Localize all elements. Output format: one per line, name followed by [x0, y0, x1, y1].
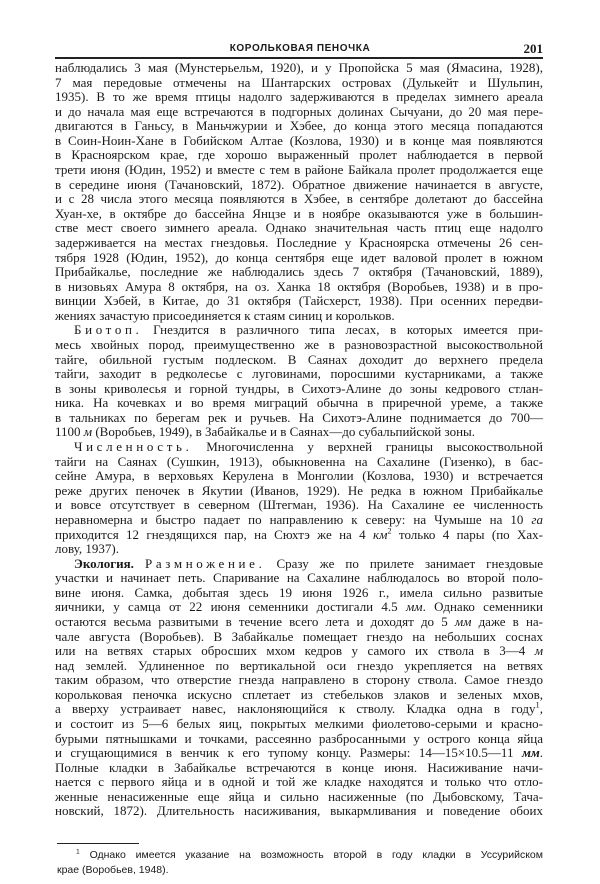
text-run: наблюдались 3 мая (Мунстерьельм, 1920), и у Пропойска 5 мая (Ямасина, 1928), — [55, 60, 543, 75]
text-run: новский, 1872). Длительность насиживания, выкармливания и поведение обоих — [55, 803, 543, 819]
superscript: 2 — [387, 525, 392, 536]
text-line — [55, 221, 543, 236]
text-run: , — [539, 701, 543, 717]
text-line — [55, 644, 543, 659]
text-run: и с 28 числа этого месяца появляются в Хэбее, в сентябре долетают до бассейна — [55, 191, 543, 207]
text-line — [55, 775, 543, 790]
header-rule — [55, 57, 543, 59]
text-line — [55, 338, 543, 353]
text-run: 1100 — [55, 424, 84, 440]
text-run: мм — [521, 745, 540, 761]
text-line — [55, 469, 543, 484]
text-run: Многочисленна у верхней границы высокоствольной — [192, 439, 543, 455]
text-run: неравномерна и быстро падает по направлению к северу: на Чумыше на 10 — [55, 511, 532, 527]
text-run: корольковая пеночка искусно сплетает из стебельков злаков и зеленых мхов, — [55, 686, 543, 702]
section-heading: Численность. — [74, 439, 193, 455]
text-run: жениях зачастую присоединяется к стаям синиц и корольков. — [55, 307, 395, 323]
text-line — [55, 630, 543, 645]
text-run: реже других пеночек в Якутии (Иванов, 1929). Не редка в южном Прибайкалье — [55, 482, 543, 498]
text-run: трети июня (Юдин, 1952) и вместе с тем в районе Байкала пролет продолжается еще — [55, 162, 543, 178]
footnote-text: Однако имеется указание на возможность второй в году кладки в Уссурийском — [79, 849, 543, 861]
text-run: га — [531, 511, 543, 527]
text-run: 1935). В то же время птицы надолго задерживаются в пределах зимнего ареала — [55, 89, 543, 105]
text-run: остаются весьма развитыми в течение всего лета и доходят до 5 — [55, 613, 455, 629]
paragraph-first-line — [55, 557, 543, 572]
text-line — [55, 353, 543, 368]
text-line — [55, 309, 543, 324]
text-run: Хуан-хе, в октябре до бассейна Янцзе и в ноябре оказываются уже в большин- — [55, 205, 543, 221]
text-line — [55, 732, 543, 747]
text-line — [55, 280, 543, 295]
text-run: участки и начинает петь. Спаривание на Сахалине наблюдалось во второй поло- — [55, 570, 543, 586]
text-run: Сразу же по прилете занимает гнездовые — [265, 555, 543, 571]
text-line — [55, 367, 543, 382]
text-line — [55, 105, 543, 120]
footnote-line: крае (Воробьев, 1948). — [57, 863, 169, 876]
section-heading: Экология. — [74, 555, 134, 571]
text-run: чале августа (Воробьев). В Забайкалье помещает гнездо на небольших соснах — [55, 628, 543, 644]
text-line — [55, 702, 543, 717]
text-run: над землей. Удлиненное по вертикальной оси гнездо укрепляется на ветвях — [55, 657, 543, 673]
text-line — [55, 761, 543, 776]
text-run: стве мест своего зимнего ареала. Однако значительная часть птиц еще надолго — [55, 220, 543, 236]
text-run: (Воробьев, 1949), в Забайкалье и в Саянах—до субальпийской зоны. — [92, 424, 476, 440]
text-line — [55, 571, 543, 586]
text-run: м — [83, 424, 93, 440]
text-run: двигаются в Ганьсу, в Маньчжурии и Хэбее, до конца этого месяца попадаются — [55, 118, 543, 134]
text-run: тября 1928 (Юдин, 1952), до конца сентября еще идет валовой пролет в южном — [55, 249, 543, 265]
text-line — [55, 615, 543, 630]
text-run: тайги на Саянах (Сушкин, 1913), обыкновенна на Сахалине (Гизенко), в бас- — [55, 453, 543, 469]
section-heading: Биотоп. — [74, 322, 143, 338]
text-line — [55, 192, 543, 207]
text-line — [55, 207, 543, 222]
text-run: м — [534, 643, 543, 659]
text-run: нается с первого яйца и в одной и той же кладке находятся и только что отло- — [55, 774, 543, 790]
text-run: бурыми пятнышками и точками, рассеянно разбросанными у острого конца яйца — [55, 730, 543, 746]
text-run: даже в на- — [471, 613, 543, 629]
running-header-title: КОРОЛЬКОВАЯ ПЕНОЧКА — [229, 43, 371, 54]
text-line — [55, 790, 543, 805]
text-run: ника. На кочевках и во время миграций обычна в приречной уреме, а также — [55, 395, 543, 411]
text-run: в низовьях Амура 8 октября, на оз. Ханка 18 октября (Воробьев, 1938) и в про- — [55, 278, 543, 294]
text-run: а вверху устраивает навес, наклоняющийся к стволу. Кладка одна в году — [55, 701, 536, 717]
text-line — [55, 148, 543, 163]
text-line — [55, 382, 543, 397]
text-run: только 4 пары (по Хах- — [391, 526, 543, 542]
text-run: или на ветвях старых обросших мхом кедров у самого их ствола в 3—4 — [55, 643, 535, 659]
paragraph-first-line — [55, 440, 543, 455]
text-run: тайге, обильной густым подлеском. В Саянах доходит до верхнего предела — [55, 351, 543, 367]
text-run: месь хвойных пород, преимущественно же в разновозрастной высокоствольной — [55, 336, 543, 352]
text-line — [55, 804, 543, 819]
text-run: в середине июня (Тачановский, 1872). Обратное движение начинается в августе, — [55, 176, 543, 192]
text-run: тайги, заходит в редколесье с луговинами, поросшими кустарниками, а также — [55, 366, 543, 382]
text-run: в Красноярском крае, где хорошо выраженный пролет наблюдается в первой — [55, 147, 543, 163]
section-heading: Размножение. — [144, 555, 266, 571]
text-run: и сгущающимися в венчик к его тупому концу. Размеры: 14—15×10.5—11 — [55, 745, 522, 761]
text-run: Гнездится в различного типа лесах, в которых имеется при- — [142, 322, 543, 338]
text-line — [55, 236, 543, 251]
text-line — [55, 586, 543, 601]
text-line — [55, 498, 543, 513]
body-text — [55, 61, 543, 819]
text-run: и состоит из 5—6 белых яиц, покрытых мелкими фиолетово-серыми и красно- — [55, 716, 543, 732]
text-run: женные ненасиженные еще яйца и сильно насиженные (по Дыбовскому, Тача- — [55, 788, 543, 804]
superscript: 1 — [535, 700, 540, 711]
text-line — [55, 294, 543, 309]
text-line — [55, 425, 543, 440]
text-line — [55, 90, 543, 105]
text-run: таким образом, что отверстие гнезда направлено в сторону ствола. Самое гнездо — [55, 672, 543, 688]
text-run: в зоны криволесья и горной тундры, в Сихотэ-Алине до зоны кедрового стлан- — [55, 380, 543, 396]
text-run: в тальниках по берегам рек и ручьев. На Сихотэ-Алине поднимается до 700— — [55, 409, 543, 425]
text-run: 7 мая передовые отмечены на Шантарских островах (Дулькейт и Шульпин, — [55, 74, 543, 90]
text-run: Прибайкалье, последние же наблюдались здесь 7 октября (Тачановский, 1889), — [55, 264, 543, 280]
text-run: . — [539, 745, 543, 761]
text-line — [55, 76, 543, 91]
text-line — [55, 134, 543, 149]
footnote-marker: 1 — [76, 848, 80, 856]
text-line — [55, 717, 543, 732]
text-run: и вовсе отсутствует в северном (Штегман, 1936). На Сахалине ее численность — [55, 497, 543, 513]
text-run: мм — [454, 613, 472, 629]
text-line — [55, 484, 543, 499]
text-line — [55, 411, 543, 426]
text-run: сейне Амура, в верховьях Керулена в Монголии (Козлова, 1930) и встречается — [55, 468, 543, 484]
text-line — [55, 265, 543, 280]
text-run: задерживается на местах гнездовья. Последние у Красноярска отмечены 26 сен- — [55, 234, 543, 250]
text-line — [55, 673, 543, 688]
text-line — [55, 119, 543, 134]
text-line — [55, 163, 543, 178]
text-line — [55, 525, 543, 543]
text-run — [134, 556, 145, 571]
text-run: км — [373, 526, 388, 542]
text-run: винции Хэбей, в Китае, до 31 октября (Тайсхерст, 1938). При осенних передви- — [55, 293, 543, 309]
text-line — [55, 513, 543, 528]
text-line — [55, 542, 543, 557]
text-line — [55, 61, 543, 76]
footnote-line — [57, 849, 543, 864]
text-run: приходится 12 гнездящихся пар, на Сюхтэ же на 4 — [55, 526, 374, 542]
text-line — [55, 178, 543, 193]
text-run: лову, 1937). — [55, 541, 119, 557]
text-run: мм — [406, 599, 423, 615]
text-run: Полные кладки в Забайкалье встречаются в конце июня. Насиживание начи- — [55, 759, 543, 775]
text-run: и до начала мая еще встречаются в подгорных долинах Сычуани, до 20 мая пере- — [55, 103, 543, 119]
text-run: в Соин-Ноин-Хане в Гобийском Алтае (Козлова, 1930) и в конце мая появляются — [55, 132, 543, 148]
text-line — [55, 659, 543, 674]
text-run: яичники, у самца от 22 июня семенники достигали 4.5 — [55, 599, 406, 615]
text-line — [55, 251, 543, 266]
footnote-rule — [57, 843, 139, 844]
page-number: 201 — [523, 41, 543, 56]
text-line — [55, 600, 543, 615]
paragraph-first-line — [55, 323, 543, 338]
footnote — [57, 849, 543, 878]
text-line — [55, 746, 543, 761]
text-line — [55, 455, 543, 470]
text-run: вине июня. Самка, добытая здесь 19 июня 1926 г., имела сильно развитые — [55, 584, 543, 600]
text-run: . Однако семенники — [422, 599, 543, 615]
text-line — [55, 396, 543, 411]
